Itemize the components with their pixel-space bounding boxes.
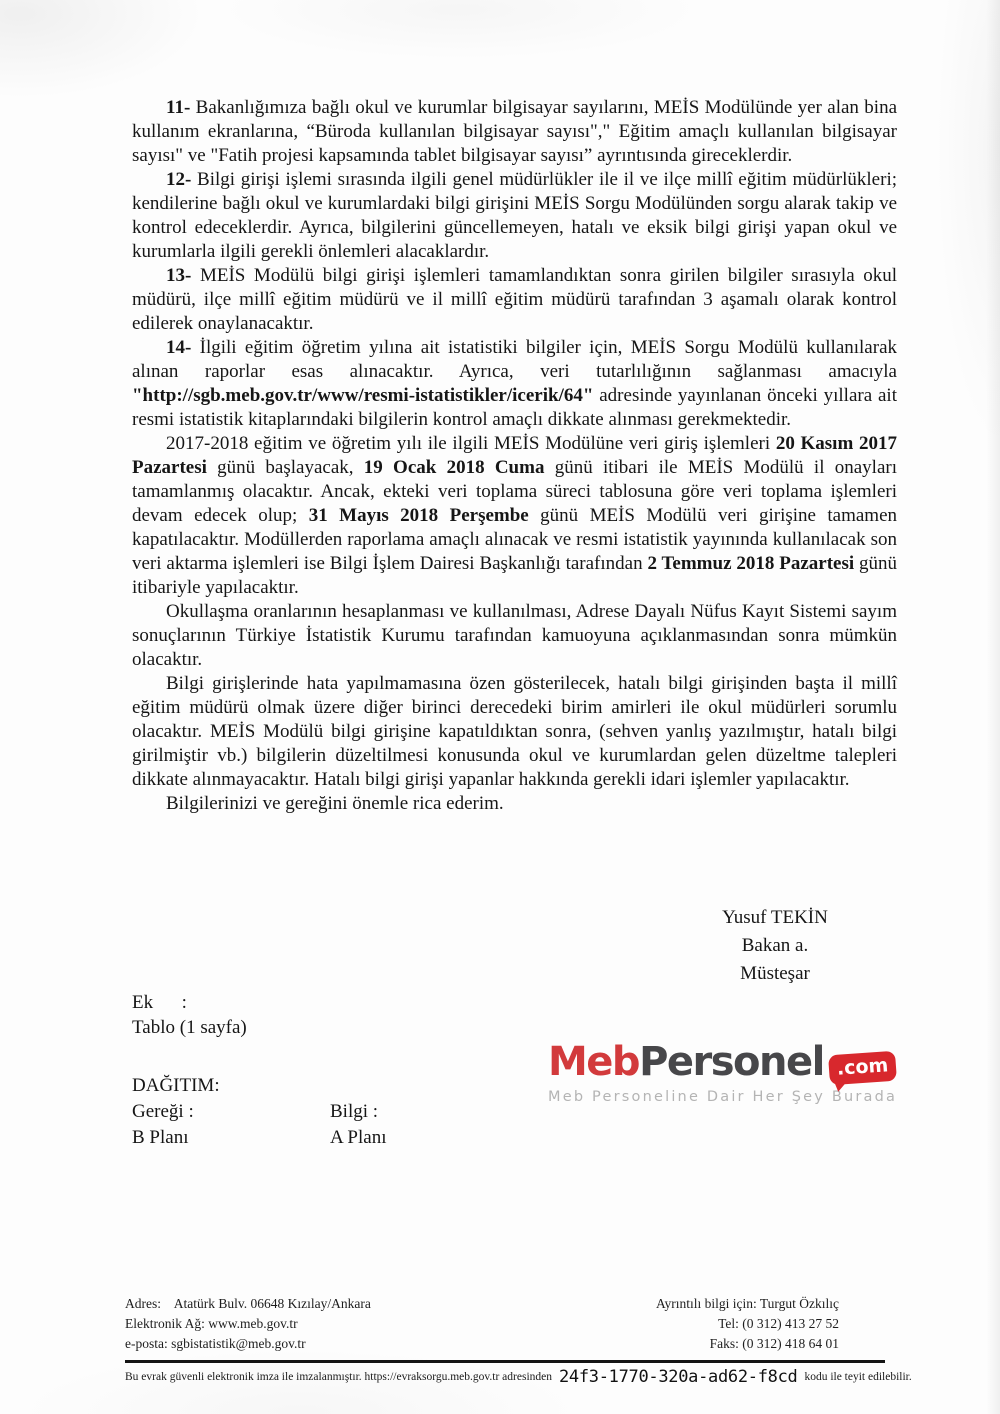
distribution-geregi-value: B Planı xyxy=(132,1127,189,1148)
footer-tel: Tel: (0 312) 413 27 52 xyxy=(718,1316,839,1331)
verify-text-pre: Bu evrak güvenli elektronik imza ile imzalanmıştır. https://evraksorgu.meb.gov.tr adresinden xyxy=(125,1371,552,1383)
com-badge-icon: .com xyxy=(828,1051,897,1086)
footer-email: e-posta: sgbistatistik@meb.gov.tr xyxy=(125,1336,306,1351)
footer-contact: Ayrıntılı bilgi için: Turgut Özkılıç xyxy=(655,1296,839,1311)
e-signature-verification xyxy=(125,1367,912,1387)
paragraph-11: 11- Bakanlığımıza bağlı okul ve kurumlar bilgisayar sayılarını, MEİS Modülünde yer alan bina kullanım ekranlarına, “Büroda kullanılan bilgisayar sayısı"," Eğitim amaçlı kullanılan bilgisayar sayısı" ve "Fatih projesi kapsamında tablet bilgisayar sayısı” ayrıntısında gireceklerdir. xyxy=(132,97,898,166)
paragraph-13: 13- MEİS Modülü bilgi girişi işlemleri tamamlandıktan sonra girilen bilgiler sırasıyla okul müdürü, ilçe millî eğitim müdürü ve il millî eğitim müdürü tarafından 3 aşamalı olarak kontrol edilerek onaylanacaktır. xyxy=(132,265,898,334)
footer-divider xyxy=(125,1360,885,1363)
footer-left-column xyxy=(125,1294,371,1354)
attachment-block xyxy=(132,990,247,1040)
paragraph-schedule: 2017-2018 eğitim ve öğretim yılı ile ilgili MEİS Modülüne veri giriş işlemleri 20 Kasım 2017 Pazartesi günü başlayacak, 19 Ocak 2018 Cuma günü itibari ile MEİS Modülü il onayları tamamlanmış olacaktır. Ancak, ekteki veri toplama süreci tablosuna göre veri toplama işlemleri devam edecek olup; 31 Mayıs 2018 Perşembe günü MEİS Modülü veri girişine tamamen kapatılacaktır. Modüllerden raporlama amaçlı alınacak ve resmi istatistik yayınında kullanılacak son veri aktarma işlemleri ise Bilgi İşlem Dairesi Başkanlığı tarafından 2 Temmuz 2018 Pazartesi günü itibariyle yapılacaktır. xyxy=(132,433,898,598)
footer-right-column xyxy=(656,1294,839,1354)
signature-title-2: Müsteşar xyxy=(740,963,810,984)
mebpersonel-logo xyxy=(548,1040,900,1105)
footer-address: Adres: Atatürk Bulv. 06648 Kızılay/Ankara xyxy=(125,1296,371,1311)
document-body xyxy=(132,96,897,816)
logo-text-meb: Meb xyxy=(548,1039,640,1085)
signature-name: Yusuf TEKİN xyxy=(722,907,828,928)
distribution-bilgi-value: A Planı xyxy=(330,1127,387,1148)
signature-title-1: Bakan a. xyxy=(741,935,809,956)
paragraph-14: 14- İlgili eğitim öğretim yılına ait istatistiki bilgiler için, MEİS Sorgu Modülü kullanılarak alınan raporlar esas alınacaktır. Ayrıca, veri tutarlılığının sağlanması amacıyla "http://sgb.meb.gov.tr/www/resmi-istatistikler/icerik/64" adresinde yayınlanan önceki yıllara ait resmi istatistik kitaplarındaki bilgilerin kontrol amaçlı dikkate alınması gerekmektedir. xyxy=(132,337,898,430)
logo-tagline: Meb Personeline Dair Her Şey Burada xyxy=(548,1089,898,1105)
verify-text-post: kodu ile teyit edilebilir. xyxy=(804,1371,912,1383)
closing-line: Bilgilerinizi ve gereğini önemle rica ederim. xyxy=(166,793,504,814)
verify-code: 24f3-1770-320a-ad62-f8cd xyxy=(559,1367,798,1387)
distribution-title: DAĞITIM: xyxy=(132,1075,220,1096)
signature-block xyxy=(660,904,890,988)
attachment-value: Tablo (1 sayfa) xyxy=(132,1017,247,1038)
paragraph-enrollment: Okullaşma oranlarının hesaplanması ve kullanılması, Adrese Dayalı Nüfus Kayıt Sistemi sayım sonuçlarının Türkiye İstatistik Kurumu tarafından kamuoyuna açıklanmasından sonra mümkün olacaktır. xyxy=(132,601,897,670)
logo-text-personel: Personel xyxy=(639,1039,824,1085)
paragraph-accuracy: Bilgi girişlerinde hata yapılmamasına özen gösterilecek, hatalı bilgi girişinden başta il millî eğitim müdürü olmak üzere diğer birinci derecedeki birim amirleri ile okul müdürleri sorumlu olacaktır. MEİS Modülü bilgi girişine kapatıldıktan sonra, (sehven yanlış yazılmıştır, hatalı bilgi girilmiştir vb.) bilgilerin düzeltilmesi konusunda okul ve kurumlardan gelen düzeltme talepleri dikkate alınmayacaktır. Hatalı bilgi girişi yapanlar hakkında gerekli idari işlemler yapılacaktır. xyxy=(132,673,897,790)
paragraph-12: 12- Bilgi girişi işlemi sırasında ilgili genel müdürlükler ile il ve ilçe millî eğitim müdürlükleri; kendilerine bağlı okul ve kurumlardaki bilgi girişini MEİS Sorgu Modülünden sorgu alarak takip ve kontrol edeceklerdir. Ayrıca, bilgilerini güncellemeyen, hatalı ve eksik bilgi girişi yapan okul ve kurumlarla ilgili gerekli önlemleri alacaklardır. xyxy=(132,169,897,262)
footer-fax: Faks: (0 312) 418 64 01 xyxy=(709,1336,839,1351)
distribution-geregi-label: Gereği : xyxy=(132,1101,194,1122)
attachment-label: Ek : xyxy=(132,992,187,1013)
footer-network: Elektronik Ağ: www.meb.gov.tr xyxy=(125,1316,298,1331)
distribution-bilgi-label: Bilgi : xyxy=(330,1101,379,1122)
document-footer xyxy=(125,1294,912,1387)
